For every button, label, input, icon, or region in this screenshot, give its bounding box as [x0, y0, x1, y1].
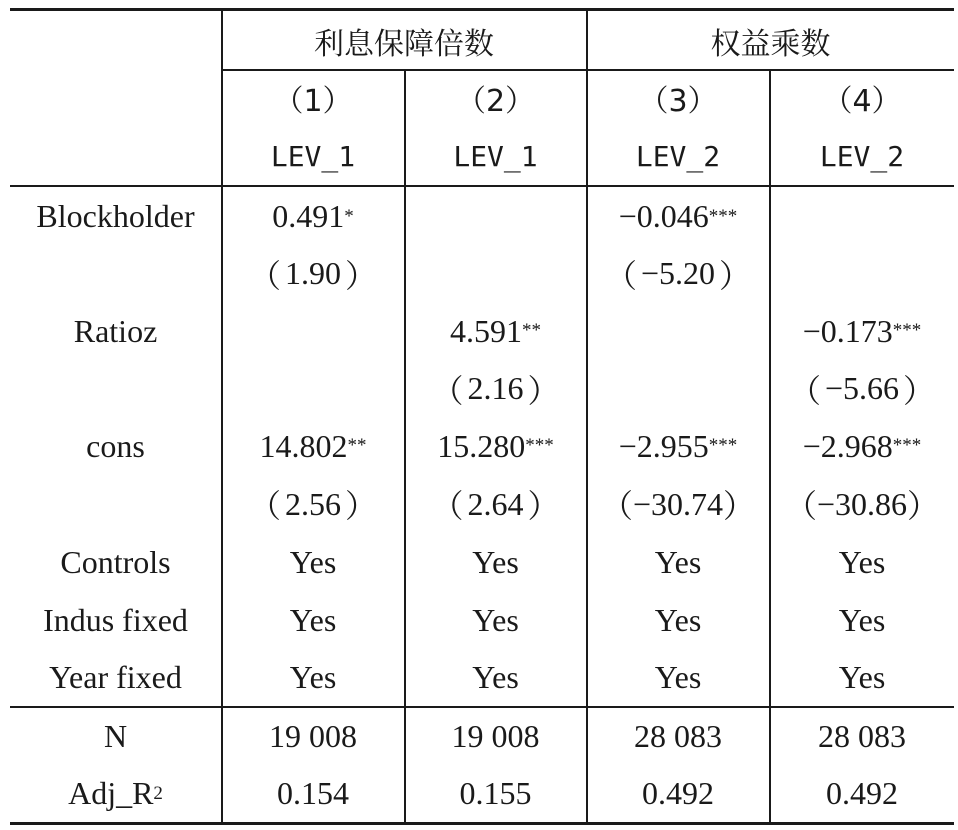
cons-t-2: （ 2.64 ）: [431, 485, 560, 524]
indus-fixed-4: Yes: [838, 601, 886, 638]
n-1: 19 008: [269, 718, 357, 754]
col-num-2: （2）: [455, 84, 536, 119]
row-label-adj-r2: Adj_R 2: [68, 775, 163, 811]
top-rule: [10, 8, 954, 11]
row-label-indus-fixed: Indus fixed: [43, 601, 188, 638]
adj-r2-3: 0.492: [642, 775, 714, 811]
n-2: 19 008: [451, 718, 540, 754]
controls-1: Yes: [289, 543, 337, 580]
year-fixed-2: Yes: [472, 659, 519, 695]
n-3: 28 083: [634, 718, 722, 754]
indus-fixed-2: Yes: [472, 601, 519, 638]
row-label-ratioz: Ratioz: [73, 312, 158, 349]
dep-var-1: LEV_1: [270, 139, 356, 173]
row-label-n: N: [103, 718, 128, 754]
blockholder-t-1: （ 1.90 ）: [248, 255, 378, 294]
col-num-3: （3）: [638, 84, 718, 119]
controls-4: Yes: [838, 543, 886, 580]
adj-r2-1: 0.154: [277, 775, 349, 811]
cons-coef-3: −2.955 ***: [618, 427, 738, 464]
n-4: 28 083: [818, 718, 906, 754]
indus-fixed-1: Yes: [289, 601, 337, 638]
ratioz-t-4: （ −5.66 ）: [788, 370, 936, 409]
year-fixed-4: Yes: [838, 659, 886, 695]
group-header-interest-coverage: 利息保障倍数: [314, 26, 494, 62]
year-fixed-1: Yes: [289, 659, 337, 695]
blockholder-coef-1: 0.491 *: [272, 198, 354, 234]
row-label-blockholder: Blockholder: [36, 198, 195, 234]
bottom-rule: [10, 822, 954, 825]
controls-2: Yes: [472, 543, 519, 580]
cons-coef-2: 15.280 ***: [437, 427, 554, 464]
ratioz-coef-4: −0.173 ***: [802, 312, 922, 349]
dep-var-3: LEV_2: [635, 139, 721, 173]
dep-var-4: LEV_2: [819, 139, 905, 173]
adj-r2-4: 0.492: [826, 775, 898, 811]
row-label-year-fixed: Year fixed: [49, 659, 182, 695]
col-num-1: （1）: [273, 84, 353, 119]
header-bottom-rule: [10, 185, 954, 187]
header-mid-rule: [222, 69, 954, 71]
indus-fixed-3: Yes: [654, 601, 702, 638]
row-label-cons: cons: [86, 427, 145, 464]
blockholder-coef-3: −0.046 ***: [618, 198, 738, 234]
year-fixed-3: Yes: [654, 659, 702, 695]
ratioz-coef-2: 4.591 **: [450, 312, 541, 349]
ratioz-t-2: （ 2.16 ）: [431, 370, 560, 409]
controls-3: Yes: [654, 543, 702, 580]
group-header-equity-multiplier: 权益乘数: [710, 26, 831, 62]
cons-t-4: （ −30.86 ）: [784, 485, 940, 524]
dep-var-2: LEV_1: [453, 139, 538, 173]
blockholder-t-3: （ −5.20 ）: [604, 255, 752, 294]
adj-r2-2: 0.155: [459, 775, 532, 811]
cons-coef-4: −2.968 ***: [802, 427, 922, 464]
row-label-controls: Controls: [60, 543, 171, 580]
cons-t-3: （ −30.74 ）: [600, 485, 756, 524]
cons-coef-1: 14.802 **: [259, 427, 367, 464]
cons-t-1: （ 2.56 ）: [248, 485, 378, 524]
col-num-4: （4）: [822, 84, 902, 119]
